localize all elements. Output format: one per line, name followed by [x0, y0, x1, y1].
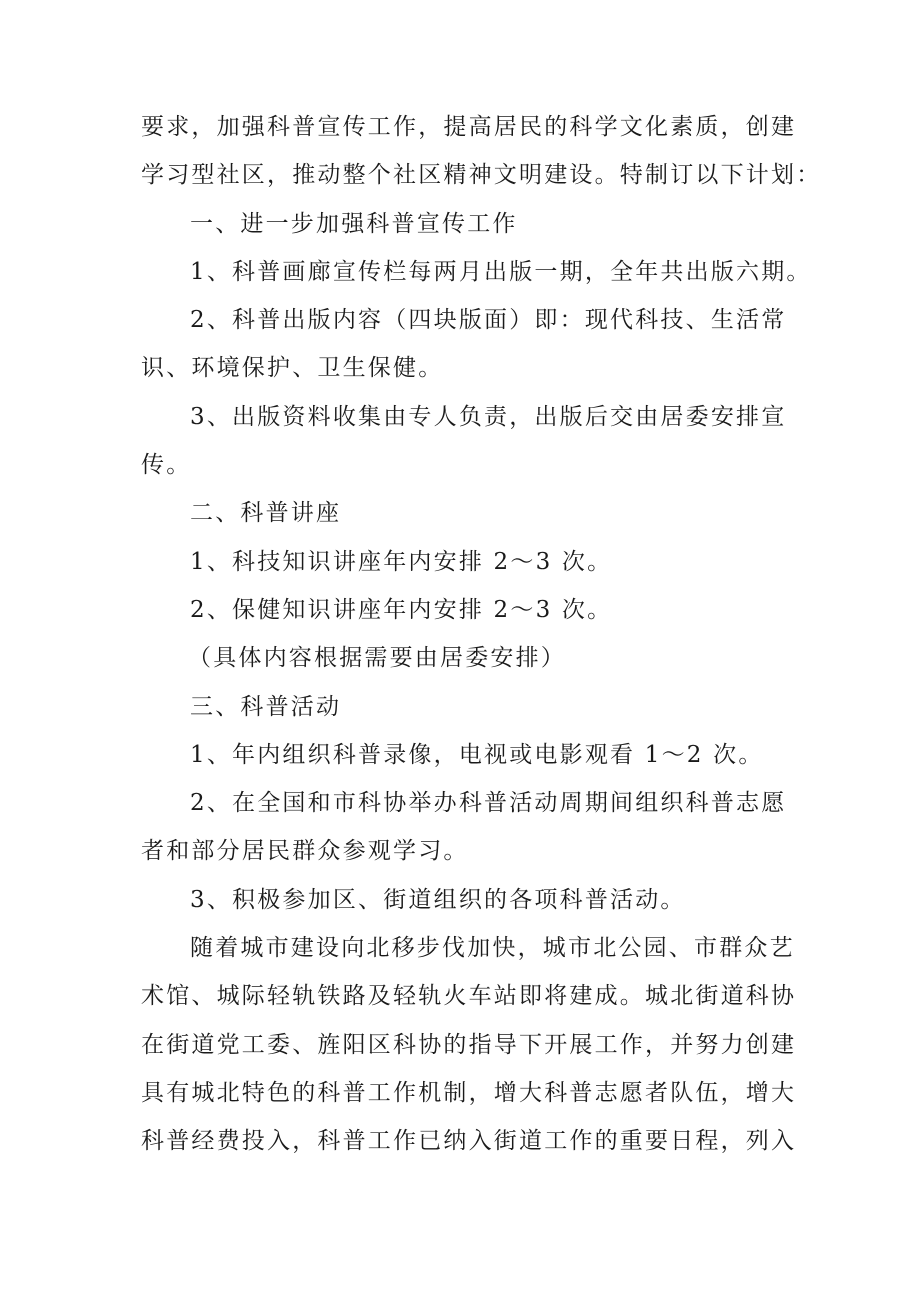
paragraph-line: 学习型社区，推动整个社区精神文明建设。特制订以下计划： — [141, 162, 822, 189]
list-item: 1、科普画廊宣传栏每两月出版一期，全年共出版六期。 — [190, 258, 812, 285]
paragraph-line: 识、环境保护、卫生保健。 — [141, 355, 444, 382]
paragraph-line: 要求，加强科普宣传工作，提高居民的科学文化素质，创建 — [141, 114, 797, 140]
list-item: 2、保健知识讲座年内安排 2～3 次。 — [190, 596, 613, 623]
paragraph-line: 术馆、城际轻轨铁路及轻轨火车站即将建成。城北街道科协 — [141, 983, 797, 1010]
list-item: 1、年内组织科普录像，电视或电影观看 1～2 次。 — [190, 741, 764, 768]
note-line: （具体内容根据需要由居委安排） — [188, 645, 566, 672]
paragraph-line: 具有城北特色的科普工作机制，增大科普志愿者队伍，增大 — [141, 1079, 797, 1106]
list-item: 2、科普出版内容（四块版面）即：现代科技、生活常 — [190, 307, 787, 334]
paragraph-line: 随着城市建设向北移步伐加快，城市北公园、市群众艺 — [190, 935, 795, 962]
list-item: 3、积极参加区、街道组织的各项科普活动。 — [190, 886, 686, 913]
paragraph-line: 在街道党工委、旌阳区科协的指导下开展工作，并努力创建 — [141, 1031, 797, 1058]
list-item: 1、科技知识讲座年内安排 2～3 次。 — [190, 548, 613, 575]
section-heading-1: 一、进一步加强科普宣传工作 — [190, 210, 518, 237]
document-body — [141, 103, 822, 1166]
paragraph-line: 者和部分居民群众参观学习。 — [141, 838, 469, 865]
paragraph-line: 科普经费投入，科普工作已纳入街道工作的重要日程，列入 — [141, 1128, 797, 1155]
paragraph-line: 传。 — [141, 452, 192, 479]
section-heading-3: 三、科普活动 — [190, 693, 342, 720]
list-item: 3、出版资料收集由专人负责，出版后交由居委安排宣 — [190, 403, 787, 430]
section-heading-2: 二、科普讲座 — [190, 500, 342, 527]
list-item: 2、在全国和市科协举办科普活动周期间组织科普志愿 — [190, 790, 787, 817]
